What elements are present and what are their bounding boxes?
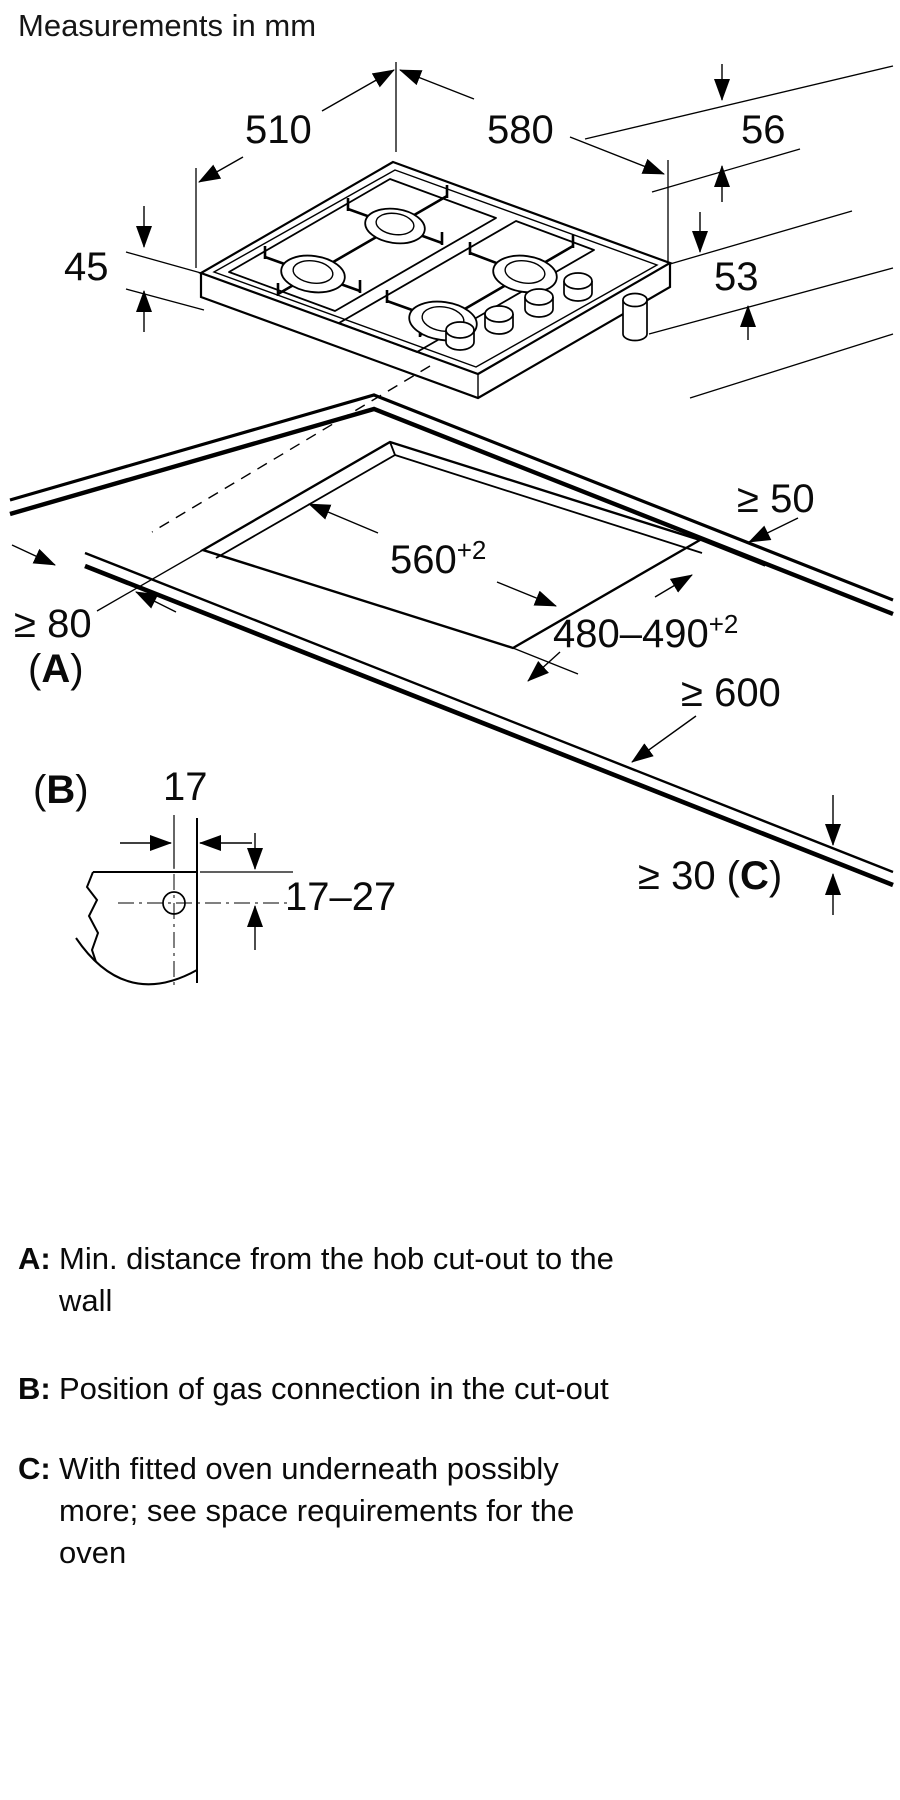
burners	[279, 205, 559, 345]
dim-height-body: 45	[64, 245, 109, 289]
dim-worktop-thickness: ≥ 30 (C)	[638, 854, 783, 898]
dim-hob-depth: 580	[487, 108, 554, 152]
legend-item-b	[18, 1368, 609, 1410]
page-title: Measurements in mm	[18, 8, 317, 43]
detail-ref-label: (B)	[33, 768, 89, 812]
gas-connection-detail	[33, 765, 396, 990]
dim-height-mid: 53	[714, 255, 759, 299]
legend-line: more; see space requirements for the	[59, 1493, 575, 1528]
wall-ref-label: (A)	[28, 647, 84, 691]
dim-height-top: 56	[741, 108, 786, 152]
dim-hob-width: 510	[245, 108, 312, 152]
hob-foot	[623, 294, 647, 341]
dim-worktop-depth: ≥ 600	[681, 671, 781, 715]
legend-key-b: B:	[18, 1371, 51, 1406]
hob-dimensions	[64, 62, 893, 398]
dim-cutout-depth: $480-490^{+2}$	[553, 609, 739, 656]
legend-key-a: A:	[18, 1241, 51, 1276]
legend-item-a	[18, 1238, 614, 1322]
worktop-drawing	[10, 366, 893, 915]
legend-line: With fitted oven underneath possibly	[59, 1451, 559, 1486]
legend-line: oven	[59, 1535, 127, 1570]
hob-isometric-drawing	[201, 162, 670, 398]
legend-line: wall	[59, 1283, 113, 1318]
dim-clearance-wall: ≥ 80	[14, 602, 92, 646]
dim-clearance-side: ≥ 50	[737, 477, 815, 521]
legend-line: Position of gas connection in the cut-out	[59, 1371, 609, 1406]
dim-gas-offset: 17	[163, 765, 208, 809]
legend-line: Min. distance from the hob cut-out to the	[59, 1241, 614, 1276]
dim-gas-depth: 17–27	[285, 875, 397, 919]
dim-cutout-width: $560^{+2}$	[390, 535, 487, 582]
legend-key-c: C:	[18, 1451, 51, 1486]
legend-item-c	[18, 1448, 574, 1574]
